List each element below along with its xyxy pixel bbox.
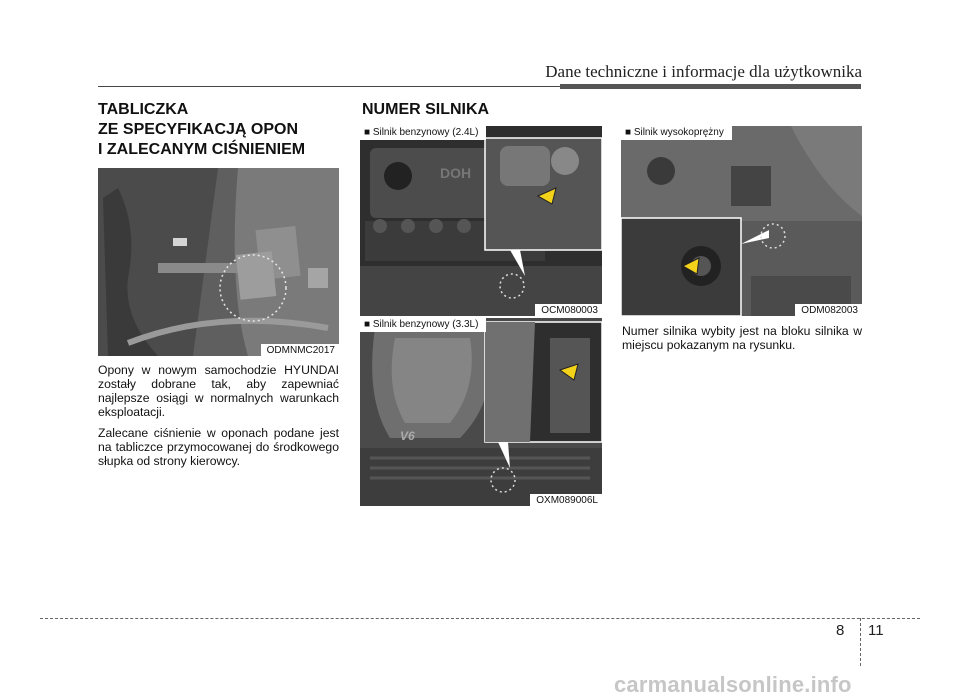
footer-divider: [860, 618, 861, 666]
engine-photo-diesel: [621, 126, 862, 316]
tire-photo-code: ODMNMC2017: [261, 344, 339, 356]
svg-text:DOH: DOH: [440, 165, 472, 181]
tire-heading-line-3: I ZALECANYM CIŚNIENIEM: [98, 141, 306, 158]
engine-caption: [622, 324, 862, 359]
site-watermark: carmanualsonline.info: [614, 672, 852, 697]
engine-photo-3-code: ODM082003: [795, 304, 862, 316]
engine-photo-1-label: ■ Silnik benzynowy (2.4L): [360, 126, 486, 140]
engine-photo-3-3l: [360, 318, 602, 506]
tire-section-text: [98, 363, 339, 475]
tire-heading-line-1: TABLICZKA: [98, 101, 189, 118]
engine-photo-1-code: OCM080003: [535, 304, 602, 316]
footer-rule: [40, 618, 920, 619]
engine-photo-2-4l: [360, 126, 602, 316]
chapter-number: 8: [836, 622, 845, 639]
tire-paragraph-2: Zalecane ciśnienie w oponach podane jest na tabliczce przymocowanej do środkowego słupka od strony kierowcy.: [98, 426, 339, 468]
engine-2-4l-illustration: [360, 126, 602, 316]
header-bar: [560, 84, 861, 89]
engine-photo-3-label: ■ Silnik wysokoprężny: [621, 126, 732, 140]
diesel-engine-illustration: [621, 126, 862, 316]
engine-photo-2-code: OXM089006L: [530, 494, 602, 506]
door-pillar-illustration: [98, 168, 339, 356]
tire-label-photo: [98, 168, 339, 356]
engine-3-3l-illustration: [360, 318, 602, 506]
header-title: Dane techniczne i informacje dla użytkownika: [545, 62, 862, 81]
tire-paragraph-1: Opony w nowym samochodzie HYUNDAI zostały dobrane tak, aby zapewniać najlepsze osiągi w normalnych warunkach eksploatacji.: [98, 363, 339, 419]
engine-section-heading: NUMER SILNIKA: [362, 101, 490, 118]
tire-heading-line-2: ZE SPECYFIKACJĄ OPON: [98, 121, 299, 138]
page-number: 11: [868, 622, 884, 639]
engine-photo-2-label: ■ Silnik benzynowy (3.3L): [360, 318, 486, 332]
svg-text:V6: V6: [400, 429, 415, 443]
tire-section-heading: [98, 100, 348, 160]
engine-caption-text: Numer silnika wybity jest na bloku silnika w miejscu pokazanym na rysunku.: [622, 324, 862, 352]
